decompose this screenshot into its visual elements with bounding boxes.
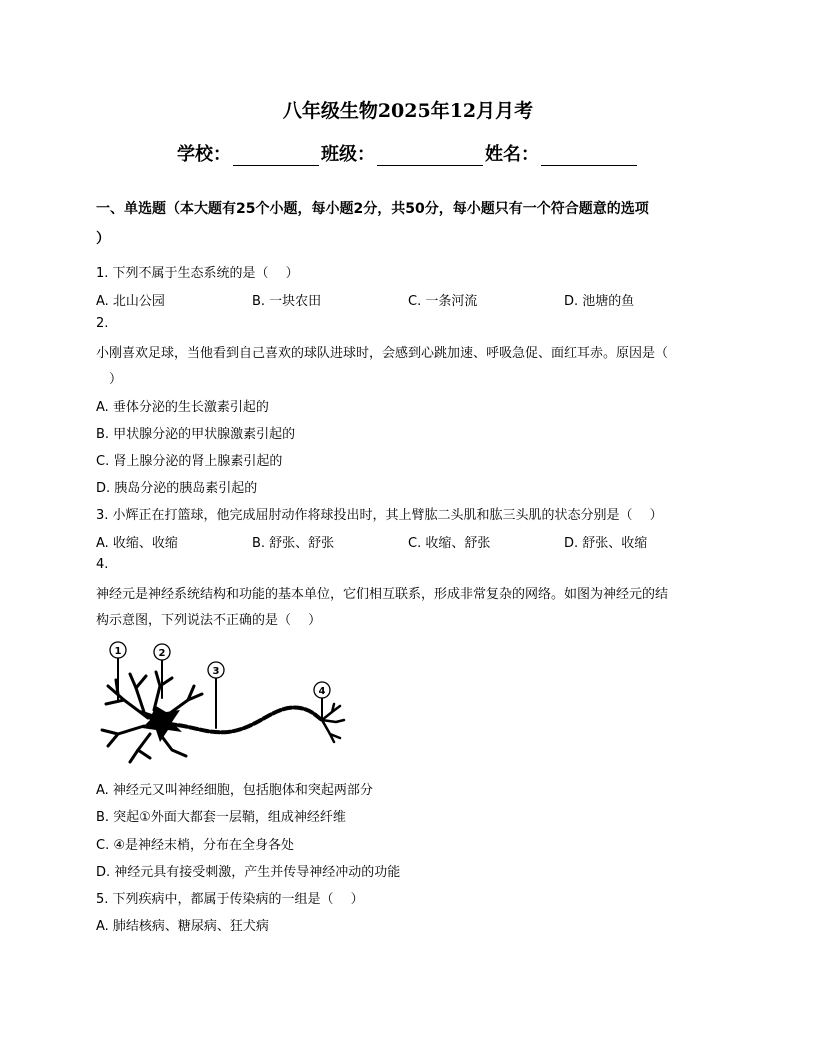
label-4-text: 4	[318, 686, 326, 697]
label-3-text: 3	[212, 666, 220, 677]
q4-option-c[interactable]: C. ④是神经末梢，分布在全身各处	[96, 838, 294, 853]
q3-option-c[interactable]: C. 收缩、舒张	[408, 536, 491, 551]
q3-option-b[interactable]: B. 舒张、舒张	[252, 536, 335, 551]
label-1-text: 1	[114, 646, 122, 657]
q4-option-b[interactable]: B. 突起①外面大都套一层鞘，组成神经纤维	[96, 810, 346, 825]
section-heading	[96, 194, 721, 254]
q1-option-d[interactable]: D. 池塘的鱼	[564, 294, 635, 309]
student-info-row	[0, 140, 816, 166]
q3-option-d[interactable]: D. 舒张、收缩	[564, 536, 648, 551]
q1-option-c[interactable]: C. 一条河流	[408, 294, 478, 309]
nerve-endings	[322, 704, 344, 742]
q3-option-a[interactable]: A. 收缩、收缩	[96, 536, 178, 551]
label-2-text: 2	[158, 648, 166, 659]
school-blank[interactable]	[233, 147, 319, 166]
exam-title: 八年级生物2025年12月月考	[282, 100, 534, 122]
q1-option-a[interactable]: A. 北山公园	[96, 294, 165, 309]
section-heading-line1: 一、单选题（本大题有25个小题，每小题2分，共50分，每小题只有一个符合题意的选项	[96, 201, 649, 217]
section-heading-line2: ）	[96, 231, 110, 247]
axon	[168, 708, 322, 733]
class-blank[interactable]	[377, 147, 483, 166]
question-5-stem: 5. 下列疾病中，都属于传染病的一组是（ ）	[96, 892, 364, 907]
question-4-number: 4.	[96, 557, 109, 572]
question-2-stem-line1: 小刚喜欢足球，当他看到自己喜欢的球队进球时，会感到心跳加速、呼吸急促、面红耳赤。原因是（	[96, 346, 669, 361]
q2-option-b[interactable]: B. 甲状腺分泌的甲状腺激素引起的	[96, 427, 296, 442]
school-label: 学校：	[177, 144, 231, 165]
question-3-stem: 3. 小辉正在打篮球，他完成屈肘动作将球投出时，其上臂肱二头肌和肱三头肌的状态分别是（ ）	[96, 508, 663, 523]
q1-option-b[interactable]: B. 一块农田	[252, 294, 322, 309]
question-2-stem-line2: ）	[96, 372, 123, 387]
q5-option-a[interactable]: A. 肺结核病、糖尿病、狂犬病	[96, 919, 269, 934]
class-label: 班级：	[321, 144, 375, 165]
q2-option-c[interactable]: C. 肾上腺分泌的肾上腺素引起的	[96, 454, 283, 469]
q2-option-d[interactable]: D. 胰岛分泌的胰岛素引起的	[96, 481, 258, 496]
name-label: 姓名：	[485, 144, 539, 165]
question-4-stem-line1: 神经元是神经系统结构和功能的基本单位，它们相互联系，形成非常复杂的网络。如图为神经元的结	[96, 587, 669, 602]
question-1-stem: 1. 下列不属于生态系统的是（ ）	[96, 266, 299, 281]
name-blank[interactable]	[541, 147, 637, 166]
q4-option-d[interactable]: D. 神经元具有接受刺激，产生并传导神经冲动的功能	[96, 865, 401, 880]
q4-option-a[interactable]: A. 神经元又叫神经细胞，包括胞体和突起两部分	[96, 783, 373, 798]
question-2-number: 2.	[96, 316, 109, 331]
question-4-stem-line2: 构示意图，下列说法不正确的是（ ）	[96, 613, 322, 628]
q2-option-a[interactable]: A. 垂体分泌的生长激素引起的	[96, 400, 269, 415]
neuron-diagram	[94, 638, 354, 766]
